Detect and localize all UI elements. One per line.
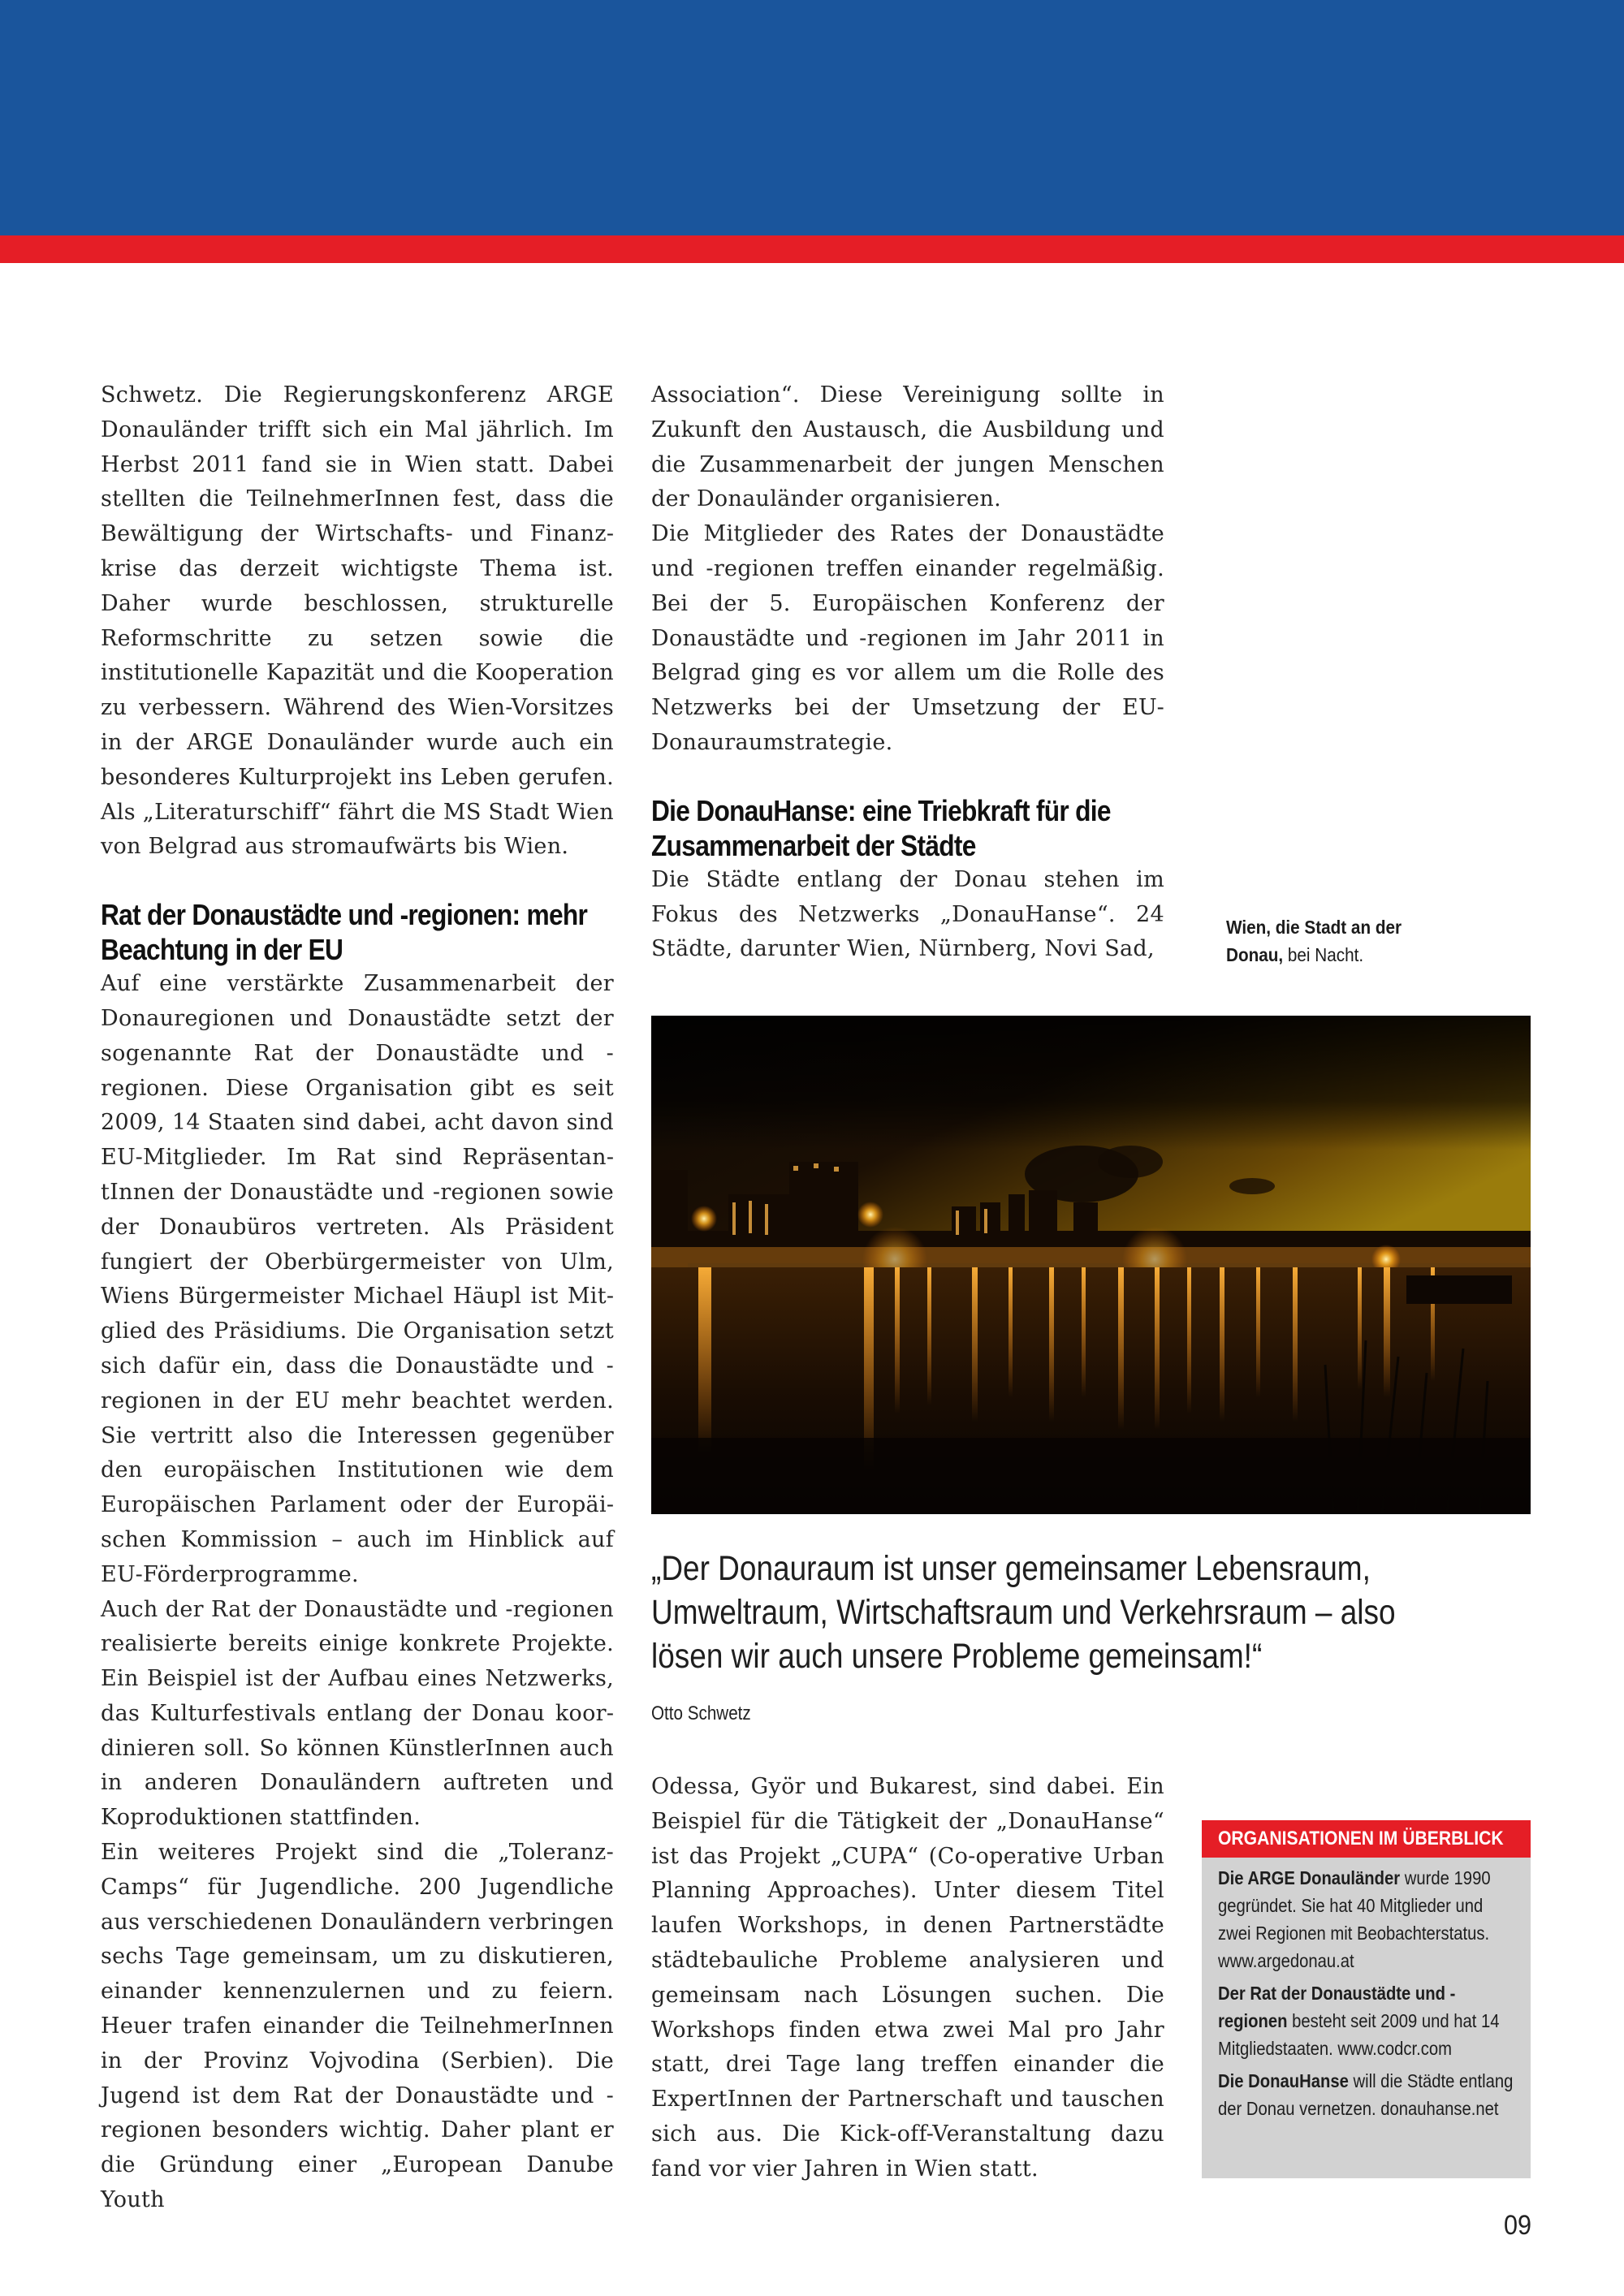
middle-column-bottom bbox=[651, 1770, 1164, 2187]
infobox-entry-donauhanse bbox=[1218, 2067, 1518, 2122]
section-heading-donauhanse: Die DonauHanse: eine Triebkraft für die Zusammenarbeit der Städte bbox=[651, 793, 1111, 862]
infobox-entry-text: wurde 1990 gegründet. Sie hat 40 Mitglieder und zwei Regionen mit Beobachterstatus. www.argedonau.at bbox=[1218, 1867, 1491, 1971]
middle-paragraph-4: Odessa, Györ und Bukarest, sind dabei. Ein Beispiel für die Tätigkeit der „DonauHanse“ ist das Projekt „CUPA“ (Co-operative Urban Planning Approaches). Unter diesem Titel laufen Workshops, in denen Partnerstädte städtebauliche Probleme analysieren und gemeinsam nach Lösungen suchen. Die Workshops finden etwa zwei Mal pro Jahr statt, drei Tage lang treffen einander die ExpertInnen der Partnerschaft und tauschen sich aus. Die Kick-off-Veranstaltung dazu fand vor vier Jahren in Wien statt. bbox=[651, 1774, 1164, 2182]
vienna-night-photo bbox=[651, 1016, 1531, 1514]
left-paragraph-1: Schwetz. Die Regierungskonferenz ARGE Donauländer trifft sich ein Mal jährlich. Im Herbst 2011 fand sie in Wien statt. Dabei stellten die TeilnehmerInnen fest, dass die Bewältigung der Wirtschafts- und Finanzkrise das derzeit wichtigste Thema ist. Daher wurde beschlossen, strukturelle Reformschritte zu setzen sowie die institutionelle Kapazität und die Kooperation zu verbessern. Während des Wien-Vorsitzes in der ARGE Donauländer wurde auch ein besonderes Kulturprojekt ins Leben gerufen. Als „Literaturschiff“ fährt die MS Stadt Wien von Belgrad aus stromaufwärts bis Wien. bbox=[101, 382, 614, 860]
photo-caption bbox=[1226, 913, 1445, 969]
quote-author: Otto Schwetz bbox=[651, 1703, 751, 1724]
middle-paragraph-2: Die Mitglieder des Rates der Donaustädte und -regionen treffen einander regelmäßig. Bei der 5. Europäischen Konferenz der Donaustädte und -regionen im Jahr 2011 in Belgrad ging es vor allem um die Rolle des Netzwerks bei der Umsetzung der EU-Donauraumstrategie. bbox=[651, 521, 1164, 755]
left-paragraph-4: Ein weiteres Projekt sind die „Toleranz-Camps“ für Jugendliche. 200 Jugendliche aus verschiedenen Donauländern verbringen sechs Tage gemeinsam, um zu diskutieren, einander kennenzulernen und zu feiern. Heuer trafen einander die TeilnehmerInnen in der Provinz Vojvodina (Serbien). Die Jugend ist dem Rat der Donaustädte und -regionen besonders wichtig. Daher plant er die Gründung einer „European Danube Youth bbox=[101, 1840, 614, 2213]
middle-paragraph-3: Die Städte entlang der Donau stehen im Fokus des Netzwerks „DonauHanse“. 24 Städte, darunter Wien, Nürnberg, Novi Sad, bbox=[651, 866, 1164, 962]
infobox-title bbox=[1202, 1820, 1531, 1858]
photo-caption-bold: Wien, die Stadt an der Donau, bbox=[1226, 917, 1402, 965]
infobox-entry-rat bbox=[1218, 1979, 1518, 2062]
photo-caption-rest: bei Nacht. bbox=[1283, 944, 1364, 965]
section-heading-rat: Rat der Donaustädte und -regionen: mehr Beachtung in der EU bbox=[101, 898, 588, 967]
organisations-overview-box bbox=[1202, 1820, 1531, 2178]
infobox-entry-text: will die Städte entlang der Donau vernetzen. donauhanse.net bbox=[1218, 2070, 1514, 2119]
infobox-entry-bold: Die DonauHanse bbox=[1218, 2070, 1349, 2091]
infobox-entry-text: besteht seit 2009 und hat 14 Mitgliedstaaten. www.codcr.com bbox=[1218, 2010, 1500, 2059]
middle-paragraph-1: Association“. Diese Vereinigung sollte in Zukunft den Austausch, die Ausbildung und die Zusammenarbeit der jungen Menschen der Donauländer organisieren. bbox=[651, 382, 1164, 512]
infobox-entry-arge bbox=[1218, 1864, 1518, 1974]
page-number: 09 bbox=[1504, 2210, 1532, 2241]
pull-quote: „Der Donauraum ist unser gemeinsamer Lebensraum, Umweltraum, Wirtschaftsraum und Verkehrsraum – also lösen wir auch unsere Probleme gemeinsam!“ bbox=[651, 1549, 1396, 1676]
left-column bbox=[101, 378, 614, 2218]
city-skyline-image bbox=[651, 1016, 1531, 1514]
header-red-stripe bbox=[0, 235, 1624, 263]
infobox-body bbox=[1202, 1858, 1531, 2122]
left-paragraph-2: Auf eine verstärkte Zusammenarbeit der Donauregionen und Donaustädte setzt der sogenannte Rat der Donaustädte und -regionen. Diese Organisation gibt es seit 2009, 14 Staaten sind dabei, acht davon sind EU-Mitglieder. Im Rat sind RepräsentantInnen der Donaustädte und -regionen sowie der Donaubüros vertreten. Als Präsident fungiert der Oberbürgermeister von Ulm, Wiens Bürgermeister Michael Häupl ist Mitglied des Präsidiums. Die Organisation setzt sich dafür ein, dass die Donaustädte und -regionen in der EU mehr beachtet werden. Sie vertritt also die Interessen gegenüber den europäischen Institutionen wie dem Europäischen Parlament oder der Europäischen Kommission – auch im Hinblick auf EU-Förderprogramme. bbox=[101, 971, 614, 1587]
header-blue-bar bbox=[0, 0, 1624, 235]
infobox-entry-bold: Der Rat der Donaustädte und -regionen bbox=[1218, 1983, 1456, 2031]
left-paragraph-3: Auch der Rat der Donaustädte und -regionen realisierte bereits einige konkrete Projekte. Ein Beispiel ist der Aufbau eines Netzwerks, das Kulturfestivals entlang der Donau koordinieren soll. So können KünstlerInnen auch in anderen Donauländern auftreten und Koproduktionen stattfinden. bbox=[101, 1596, 614, 1831]
infobox-entry-bold: Die ARGE Donauländer bbox=[1218, 1867, 1401, 1888]
infobox-title-text: ORGANISATIONEN IM ÜBERBLICK bbox=[1218, 1828, 1504, 1849]
middle-column bbox=[651, 378, 1164, 967]
